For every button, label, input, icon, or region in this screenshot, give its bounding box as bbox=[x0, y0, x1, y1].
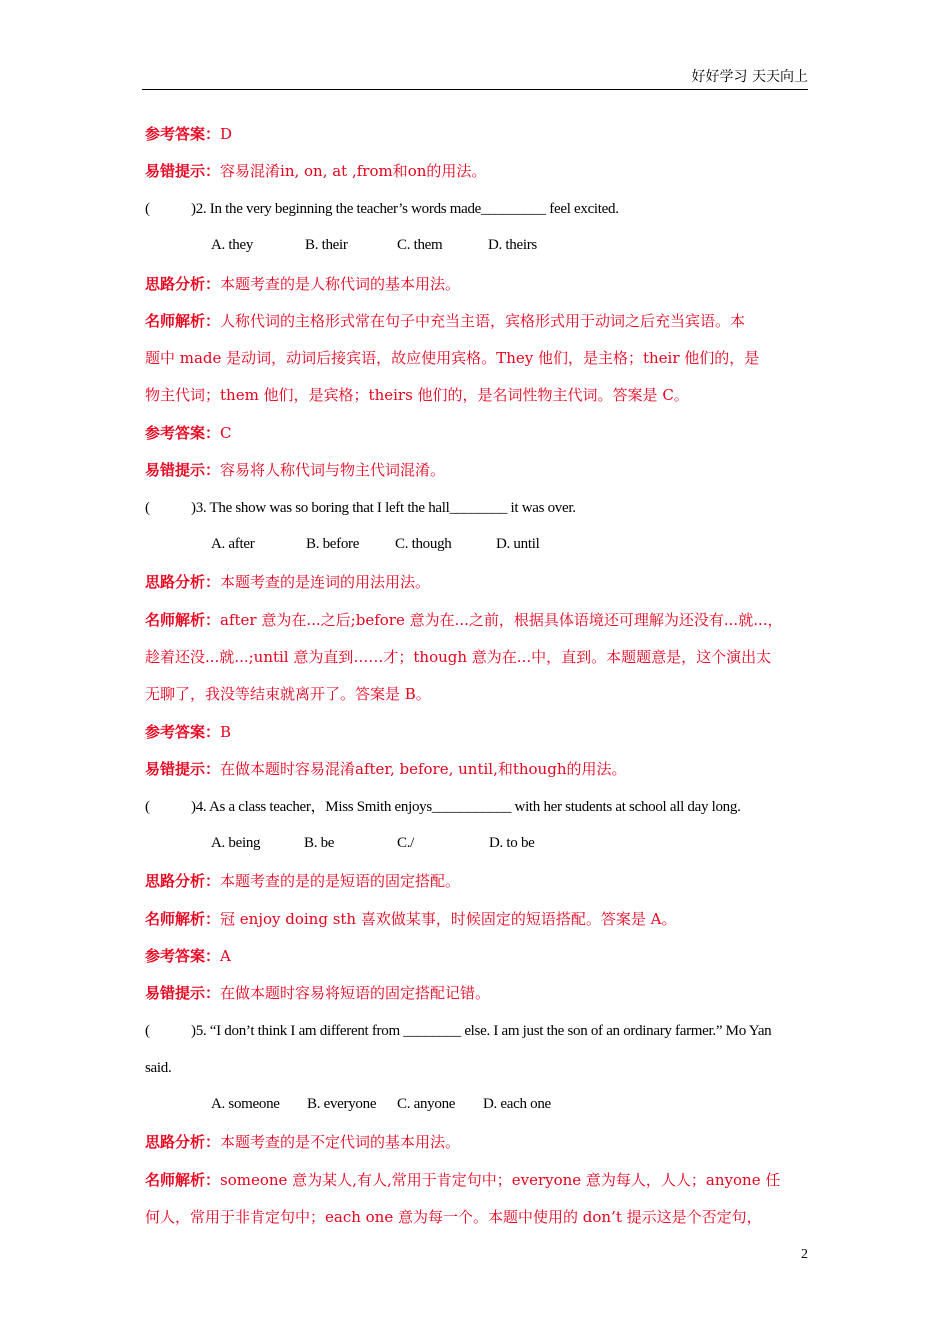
option-b: B. everyone bbox=[307, 1096, 377, 1112]
option-c: C. anyone bbox=[397, 1096, 456, 1112]
analysis-line-q2 bbox=[145, 274, 808, 294]
answer-label: 参考答案： bbox=[145, 723, 221, 741]
answer-line-q2 bbox=[145, 423, 808, 443]
tip-text: 在做本题时容易混淆after, before, until,和though的用法。 bbox=[220, 760, 627, 778]
option-a: A. someone bbox=[211, 1096, 280, 1112]
question-5 bbox=[145, 1021, 808, 1041]
option-b: B. before bbox=[306, 536, 360, 552]
option-a: A. they bbox=[211, 237, 254, 253]
teacher-line-q2-2: 题中 made 是动词，动词后接宾语，故应使用宾格。They 他们，是主格；their 他们的，是 bbox=[145, 349, 760, 367]
analysis-label: 思路分析： bbox=[145, 275, 221, 293]
analysis-text: 本题考查的是连词的用法用法。 bbox=[220, 573, 431, 591]
question-text: )3. The show was so boring that I left the hall________ it was over. bbox=[191, 500, 576, 516]
teacher-label: 名师解析： bbox=[145, 910, 221, 928]
header-text: 好好学习 天天向上 bbox=[691, 69, 808, 85]
question-2 bbox=[145, 199, 808, 219]
analysis-line-q5 bbox=[145, 1132, 808, 1152]
teacher-text: 冠 enjoy doing sth 喜欢做某事，时候固定的短语搭配。答案是 A。 bbox=[220, 910, 677, 928]
question-paren: ( bbox=[145, 1023, 150, 1039]
tip-line-q1 bbox=[145, 161, 808, 181]
teacher-text: someone 意为某人,有人,常用于肯定句中；everyone 意为每人，人人；anyone 任 bbox=[220, 1171, 781, 1189]
option-d: D. theirs bbox=[488, 237, 537, 253]
question-4 bbox=[145, 797, 808, 817]
question-text: )2. In the very beginning the teacher’s words made_________ feel excited. bbox=[191, 201, 619, 217]
teacher-line-q3-3: 无聊了，我没等结束就离开了。答案是 B。 bbox=[145, 685, 431, 703]
option-c: C. them bbox=[397, 237, 443, 253]
tip-label: 易错提示： bbox=[145, 760, 221, 778]
teacher-line-q3-2: 趁着还没...就...;until 意为直到……才；though 意为在...中，直到。本题题意是，这个演出太 bbox=[145, 648, 772, 666]
teacher-label: 名师解析： bbox=[145, 611, 221, 629]
teacher-line-q2-3: 物主代词；them 他们，是宾格；theirs 他们的，是名词性物主代词。答案是 C。 bbox=[145, 386, 689, 404]
question-5-continued: said. bbox=[145, 1060, 172, 1076]
teacher-label: 名师解析： bbox=[145, 1171, 221, 1189]
analysis-label: 思路分析： bbox=[145, 872, 221, 890]
option-c: C./ bbox=[397, 835, 415, 851]
tip-label: 易错提示： bbox=[145, 984, 221, 1002]
option-a: A. being bbox=[211, 835, 261, 851]
teacher-line-q5-1 bbox=[145, 1170, 808, 1190]
tip-line-q4 bbox=[145, 983, 808, 1003]
teacher-line-q5-2: 何人，常用于非肯定句中；each one 意为每一个。本题中使用的 don’t 提示这是个否定句， bbox=[145, 1208, 762, 1226]
option-b: B. be bbox=[304, 835, 335, 851]
tip-line-q3 bbox=[145, 759, 808, 779]
answer-label: 参考答案： bbox=[145, 947, 221, 965]
option-d: D. to be bbox=[489, 835, 535, 851]
question-paren: ( bbox=[145, 799, 150, 815]
tip-label: 易错提示： bbox=[145, 461, 221, 479]
option-d: D. each one bbox=[483, 1096, 551, 1112]
question-text: )4. As a class teacher，Miss Smith enjoys___________ with her students at school all day long. bbox=[191, 799, 741, 815]
answer-value: A bbox=[220, 947, 231, 965]
analysis-line-q3 bbox=[145, 572, 808, 592]
answer-value: D bbox=[220, 125, 233, 143]
option-c: C. though bbox=[395, 536, 452, 552]
analysis-line-q4 bbox=[145, 871, 808, 891]
answer-value: B bbox=[220, 723, 232, 741]
teacher-line-q4 bbox=[145, 909, 808, 929]
question-paren: ( bbox=[145, 201, 150, 217]
analysis-text: 本题考查的是的是短语的固定搭配。 bbox=[220, 872, 461, 890]
option-b: B. their bbox=[305, 237, 348, 253]
teacher-text: 人称代词的主格形式常在句子中充当主语，宾格形式用于动词之后充当宾语。本 bbox=[220, 312, 746, 330]
teacher-line-q3-1 bbox=[145, 610, 808, 630]
header-divider bbox=[142, 89, 808, 90]
analysis-text: 本题考查的是人称代词的基本用法。 bbox=[220, 275, 461, 293]
analysis-label: 思路分析： bbox=[145, 573, 221, 591]
answer-line-q4 bbox=[145, 946, 808, 966]
tip-label: 易错提示： bbox=[145, 162, 221, 180]
answer-value: C bbox=[220, 424, 232, 442]
page-number: 2 bbox=[801, 1247, 808, 1262]
teacher-label: 名师解析： bbox=[145, 312, 221, 330]
answer-line-q3 bbox=[145, 722, 808, 742]
option-a: A. after bbox=[211, 536, 255, 552]
teacher-text: after 意为在...之后;before 意为在...之前，根据具体语境还可理解为还没有...就...， bbox=[220, 611, 783, 629]
question-text: )5. “I don’t think I am different from ________ else. I am just the son of an ordinary farmer.” Mo Yan bbox=[191, 1023, 772, 1039]
analysis-text: 本题考查的是不定代词的基本用法。 bbox=[220, 1133, 461, 1151]
tip-text: 容易将人称代词与物主代词混淆。 bbox=[220, 461, 446, 479]
tip-text: 在做本题时容易将短语的固定搭配记错。 bbox=[220, 984, 491, 1002]
question-3 bbox=[145, 498, 808, 518]
answer-label: 参考答案： bbox=[145, 424, 221, 442]
answer-line-q1 bbox=[145, 124, 808, 144]
answer-label: 参考答案： bbox=[145, 125, 221, 143]
tip-text: 容易混淆in, on, at ,from和on的用法。 bbox=[220, 162, 487, 180]
question-paren: ( bbox=[145, 500, 150, 516]
analysis-label: 思路分析： bbox=[145, 1133, 221, 1151]
option-d: D. until bbox=[496, 536, 540, 552]
tip-line-q2 bbox=[145, 460, 808, 480]
teacher-line-q2-1 bbox=[145, 311, 808, 331]
